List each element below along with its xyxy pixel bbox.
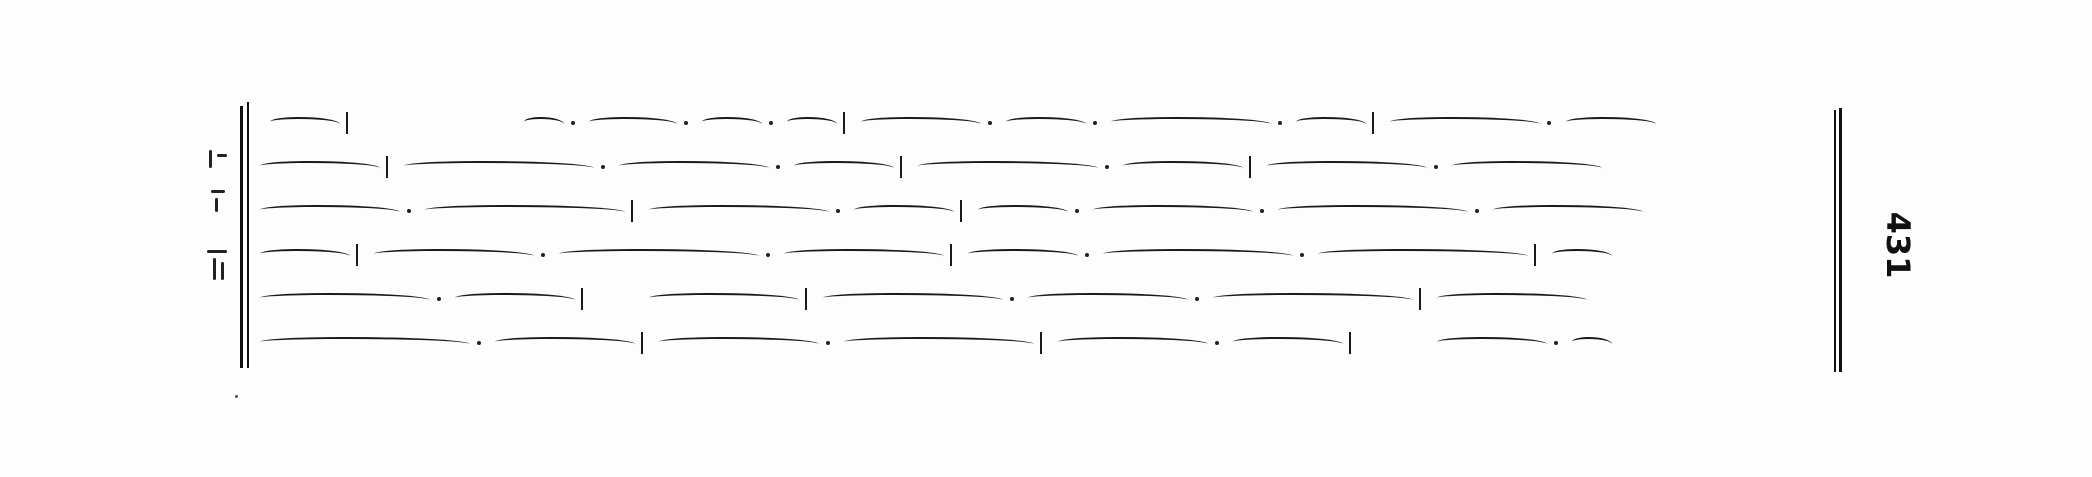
folio-number: 431 [1879, 211, 1917, 279]
ink-speck [235, 395, 238, 398]
manuscript-line-5 [260, 276, 1830, 320]
text-block-frame [240, 100, 1860, 372]
left-frame-rule-inner [247, 102, 249, 368]
manuscript-line-4 [260, 232, 1830, 276]
left-frame-rule [240, 106, 243, 368]
manuscript-line-6 [260, 320, 1830, 364]
manuscript-text [260, 100, 1830, 364]
left-margin-annotation [205, 150, 235, 290]
manuscript-line-1 [260, 100, 1830, 144]
right-frame-rule [1839, 108, 1842, 372]
right-frame-rule-inner [1834, 110, 1836, 372]
manuscript-line-2 [260, 144, 1830, 188]
manuscript-line-3 [260, 188, 1830, 232]
